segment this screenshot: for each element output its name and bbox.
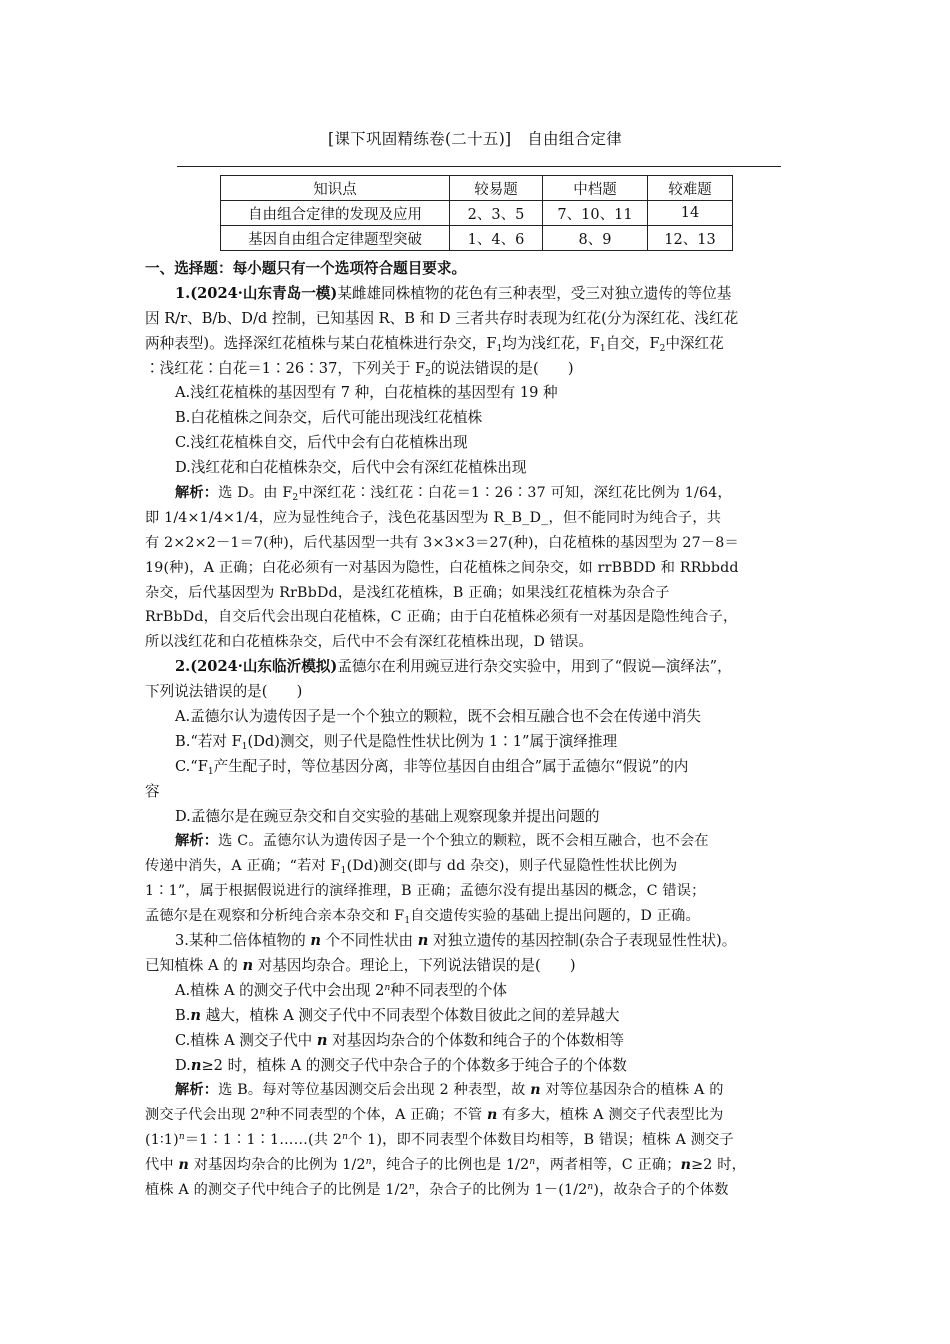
table-row: [221, 201, 733, 226]
q2-source: 2.(2024·山东临沂模拟): [175, 658, 338, 676]
table-row: [221, 226, 733, 251]
q1-analysis-line: 有 2×2×2－1＝7(种)，后代基因型一共有 3×3×3＝27(种)，白花植株的基因型为 27－8＝: [145, 534, 739, 551]
q3-stem-line: 已知植株 A 的 n 对基因均杂合。理论上，下列说法错误的是( ): [145, 956, 576, 974]
question-content: [145, 257, 808, 1203]
q3-analysis-line: 代中 n 对基因均杂合的比例为 1/2$^n$，纯合子的比例也是 1/2$^n$，两者相等，C 正确；n≥2 时，: [145, 1157, 746, 1174]
table-header-row: [221, 176, 733, 201]
q1-stem-line: 两种表型)。选择深红花植株与某白花植株进行杂交，$F_1$均为浅红花，$F_1$自交，$F_2$中深红花: [145, 334, 724, 354]
q3-analysis-line: 植株 A 的测交子代中纯合子的比例是 1/2$^n$，杂合子的比例为 $1-(1/2^n)$，故杂合子的个体数: [145, 1181, 729, 1198]
table-header-cell: 较难题: [648, 176, 733, 201]
q3-analysis-line: 解析：选 B。每对等位基因测交后会出现 2 种表型，故 n 对等位基因杂合的植株 A 的: [175, 1082, 724, 1099]
q2-analysis-line: 孟德尔是在观察和分析纯合亲本杂交和 $F_1$自交遗传实验的基础上提出问题的，D 正确。: [145, 908, 700, 927]
q1-option-c: C.浅红花植株自交，后代中会有白花植株出现: [175, 434, 468, 452]
q2-option-c-cont: 容: [145, 782, 160, 800]
q2-stem-line: 2.(2024·山东临沂模拟)孟德尔在利用豌豆进行杂交实验中，用到了“假说—演绎法”，: [175, 658, 732, 676]
q1-stem-line: 因 R/r、B/b、D/d 控制，已知基因 R、B 和 D 三者共存时表现为红花(分为深红花、浅红花: [145, 309, 739, 327]
q2-stem-line: 下列说法错误的是( ): [145, 683, 303, 701]
table-header-cell: 较易题: [450, 176, 543, 201]
q2-option-c: $C.“F_1$产生配子时，等位基因分离，非等位基因自由组合”属于孟德尔“假说”的内: [175, 757, 689, 777]
q2-analysis-line: 1∶1”，属于根据假说进行的演绎推理，B 正确；孟德尔没有提出基因的概念，C 错误；: [145, 883, 706, 900]
analysis-label: 解析：: [175, 833, 219, 850]
table-header-cell: 知识点: [221, 176, 450, 201]
q3-option-a: A.植株 A 的测交子代中会出现 2$^n$种不同表型的个体: [175, 981, 508, 999]
q1-analysis-line: RrBbDd，自交后代会出现白花植株，C 正确；由于白花植株必须有一对基因是隐性纯合子，: [145, 609, 738, 626]
table-cell: 7、10、11: [543, 201, 648, 226]
q2-analysis-line: 传递中消失，A 正确；“若对 $F_1(Dd)$测交(即与 dd 杂交)，则子代显隐性性状比例为: [145, 858, 678, 877]
q2-analysis-line: 解析：选 C。孟德尔认为遗传因子是一个个独立的颗粒，既不会相互融合，也不会在: [175, 833, 709, 850]
analysis-label: 解析：: [175, 1082, 219, 1099]
q3-stem-line: 3.某种二倍体植物的 n 个不同性状由 n 对独立遗传的基因控制(杂合子表现显性性状)。: [175, 932, 737, 950]
q1-analysis-line: 杂交，后代基因型为 RrBbDd，是浅红花植株，B 正确；如果浅红花植株为杂合子: [145, 584, 670, 601]
section-heading: 一、选择题：每小题只有一个选项符合题目要求。: [145, 260, 467, 277]
q3-analysis-line: 测交子代会出现 2$^n$种不同表型的个体，A 正确；不管 n 有多大，植株 A 测交子代表型比为: [145, 1107, 724, 1124]
analysis-label: 解析：: [175, 485, 219, 502]
q1-option-a: A.浅红花植株的基因型有 7 种，白花植株的基因型有 19 种: [175, 384, 558, 402]
table-cell: 8、9: [543, 226, 648, 251]
q3-option-c: C.植株 A 测交子代中 n 对基因均杂合的个体数和纯合子的个体数相等: [175, 1031, 625, 1049]
q3-option-b: B.n 越大，植株 A 测交子代中不同表型个体数目彼此之间的差异越大: [175, 1006, 620, 1024]
q2-option-d: D.孟德尔是在豌豆杂交和自交实验的基础上观察现象并提出问题的: [175, 807, 600, 825]
table-cell: 2、3、5: [450, 201, 543, 226]
q2-option-a: A.孟德尔认为遗传因子是一个个独立的颗粒，既不会相互融合也不会在传递中消失: [175, 708, 701, 726]
q2-option-b: B.“若对 $F_1(Dd)$测交，则子代是隐性性状比例为 1∶1”属于演绎推理: [175, 732, 618, 752]
q3-option-d: D.n≥2 时，植株 A 的测交子代中杂合子的个体数多于纯合子的个体数: [175, 1056, 627, 1074]
knowledge-point-table: [220, 175, 733, 251]
q1-stem-line: ∶浅红花∶白花＝1∶26∶37，下列关于 $F_2$的说法错误的是( ): [145, 359, 574, 379]
table-cell: 14: [648, 201, 733, 226]
q1-analysis-line: 即 1/4×1/4×1/4，应为显性纯合子，浅色花基因型为 R_B_D_，但不能同时为纯合子，共: [145, 509, 722, 526]
q1-analysis-line: 所以浅红花和白花植株杂交，后代中不会有深红花植株出现，D 错误。: [145, 634, 593, 651]
q1-analysis-line: 解析：选 D。由 $F_2$中深红花∶浅红花∶白花＝1∶26∶37 可知，深红花比例为 1/64，: [175, 485, 732, 504]
title-divider: [177, 166, 781, 167]
table-cell: 基因自由组合定律题型突破: [221, 226, 450, 251]
table-header-cell: 中档题: [543, 176, 648, 201]
table-cell: 12、13: [648, 226, 733, 251]
q1-source: 1.(2024·山东青岛一模): [175, 284, 338, 302]
page-title: [课下巩固精练卷(二十五)] 自由组合定律: [328, 130, 622, 148]
q1-option-d: D.浅红花和白花植株杂交，后代中会有深红花植株出现: [175, 459, 527, 477]
q3-analysis-line: (1∶1)$^n$＝1∶1∶1∶1……(共 2$^n$个 1)，即不同表型个体数目均相等，B 错误；植株 A 测交子: [145, 1132, 734, 1149]
q1-analysis-line: 19(种)，A 正确；白花必须有一对基因为隐性，白花植株之间杂交，如 rrBBDD 和 RRbbdd: [145, 559, 739, 576]
q1-option-b: B.白花植株之间杂交，后代可能出现浅红花植株: [175, 409, 483, 427]
table-cell: 自由组合定律的发现及应用: [221, 201, 450, 226]
q1-stem-line: 1.(2024·山东青岛一模)某雌雄同株植物的花色有三种表型，受三对独立遗传的等位基: [175, 284, 732, 302]
table-cell: 1、4、6: [450, 226, 543, 251]
